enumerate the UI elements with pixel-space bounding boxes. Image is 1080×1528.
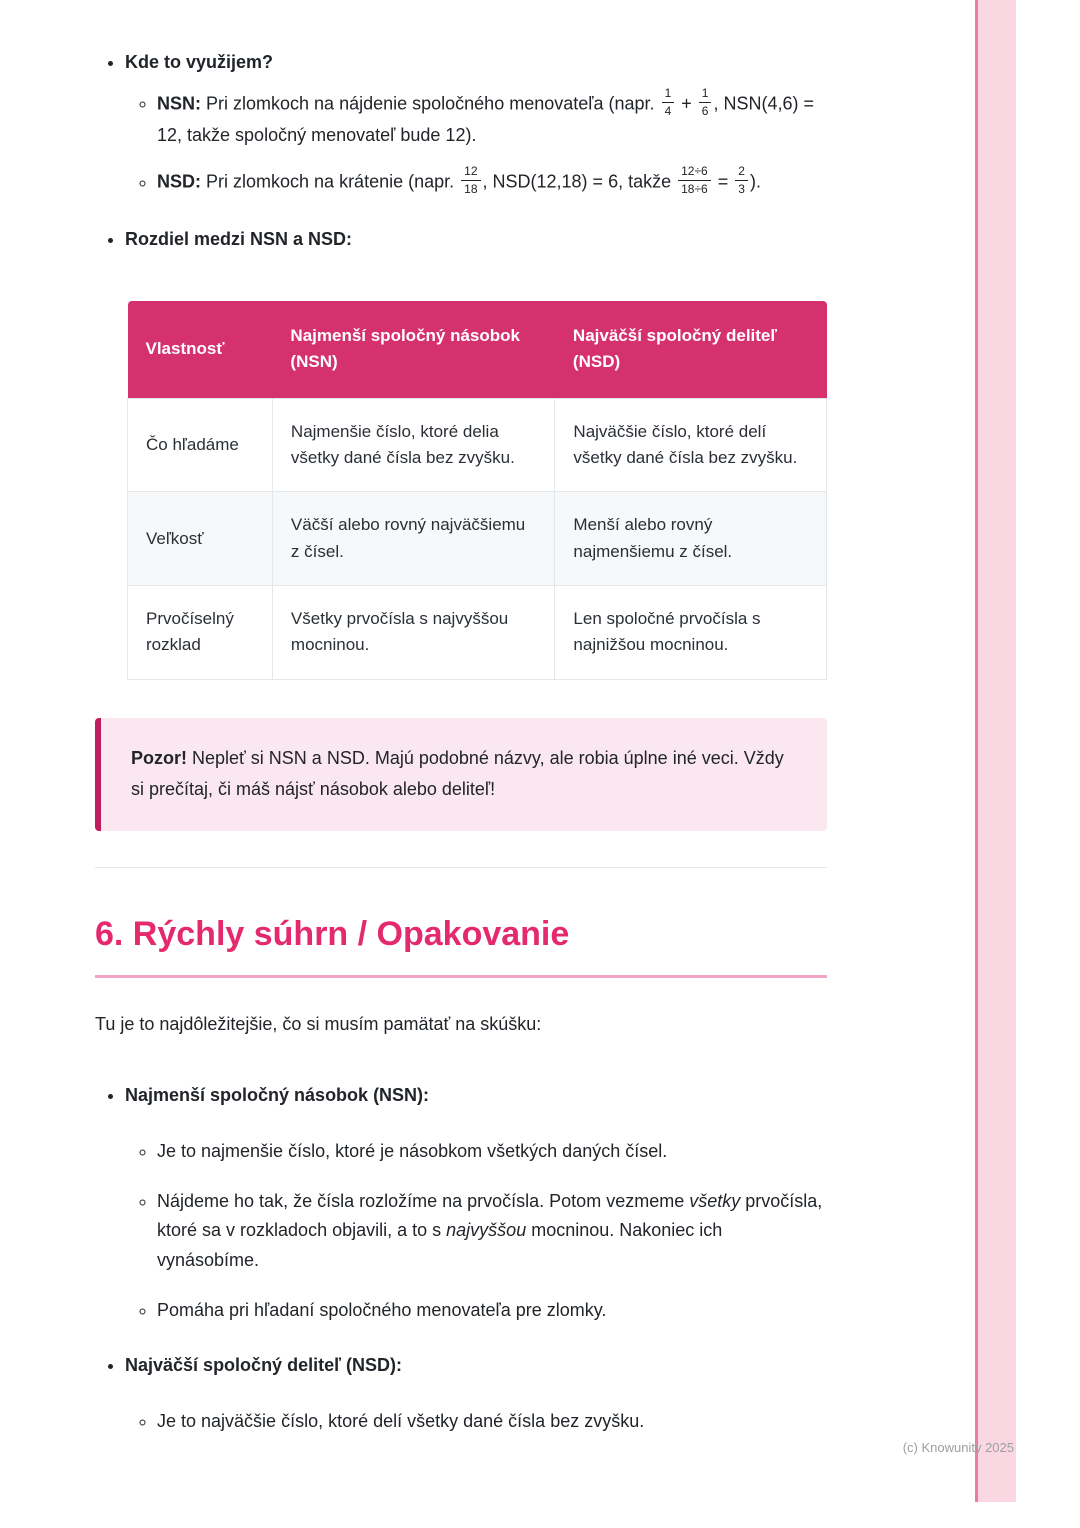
summary-nsn-item: Pomáha pri hľadaní spoločného menovateľa pre zlomky. bbox=[157, 1299, 607, 1320]
fraction-numerator: 1 bbox=[699, 86, 712, 103]
fraction-denominator: 4 bbox=[664, 103, 672, 118]
table-cell-property: Čo hľadáme bbox=[128, 398, 273, 492]
table-header-property: Vlastnosť bbox=[128, 301, 273, 398]
table-cell-property: Veľkosť bbox=[128, 492, 273, 586]
table-cell-nsd: Len spoločné prvočísla s najnižšou mocninou. bbox=[555, 586, 827, 680]
nsn-usage-text: Pri zlomkoch na nájdenie spoločného menovateľa (napr. bbox=[206, 92, 655, 113]
usage-sublist bbox=[125, 85, 827, 200]
table-row bbox=[128, 586, 827, 680]
copyright-notice: (c) Knowunity 2025 bbox=[902, 1440, 1014, 1455]
list-item-comparison bbox=[125, 225, 827, 255]
summary-intro: Tu je to najdôležitejšie, čo si musím pamätať na skúšku: bbox=[95, 1013, 542, 1034]
fraction-denominator: 3 bbox=[738, 182, 745, 197]
list-item bbox=[157, 1407, 827, 1437]
list-item-nsn-usage bbox=[157, 85, 827, 151]
table-header-nsd: Najväčší spoločný deliteľ (NSD) bbox=[555, 301, 827, 398]
section-divider bbox=[95, 867, 827, 868]
fraction-numerator: 1 bbox=[662, 86, 675, 103]
comparison-title: Rozdiel medzi NSN a NSD: bbox=[125, 229, 353, 250]
nsd-usage-text: Pri zlomkoch na krátenie (napr. bbox=[206, 171, 455, 192]
table-header-nsn: Najmenší spoločný násobok (NSN) bbox=[272, 301, 555, 398]
fraction-numerator: 2 bbox=[735, 164, 748, 181]
fraction-two-thirds bbox=[735, 164, 748, 197]
table-row bbox=[128, 492, 827, 586]
page-edge-stripe bbox=[975, 0, 1016, 1502]
table-cell-nsn: Všetky prvočísla s najvyššou mocninou. bbox=[272, 586, 555, 680]
comparison-table bbox=[127, 301, 827, 680]
table-row bbox=[128, 398, 827, 492]
list-item-usage bbox=[125, 48, 827, 199]
top-bullet-list bbox=[95, 48, 827, 255]
fraction-one-fourth bbox=[662, 86, 675, 119]
callout-text: Nepleť si NSN a NSD. Majú podobné názvy, ale robia úplne iné veci. Vždy si prečítaj, či máš nájsť násobok alebo deliteľ! bbox=[131, 747, 784, 800]
summary-nsn-item-part: prvočísla, ktoré sa v rozkladoch objavili, a to s bbox=[157, 1190, 823, 1241]
table-header-row bbox=[128, 301, 827, 398]
callout-label: Pozor! bbox=[131, 747, 187, 768]
summary-nsn-sublist bbox=[125, 1137, 827, 1325]
fraction-one-sixth bbox=[699, 86, 712, 119]
summary-nsd-item: Je to najväčšie číslo, ktoré delí všetky dané čísla bez zvyšku. bbox=[157, 1411, 645, 1432]
nsn-usage-text-end: , NSN(4,6) = 12, takže spoločný menovateľ bude 12). bbox=[157, 92, 815, 145]
summary-bullet-list bbox=[95, 1081, 827, 1437]
fraction-numerator: 12 bbox=[461, 164, 480, 181]
summary-nsd-sublist bbox=[125, 1407, 827, 1437]
fraction-denominator: 18÷6 bbox=[681, 182, 708, 197]
table-cell-nsn: Väčší alebo rovný najväčšiemu z čísel. bbox=[272, 492, 555, 586]
document-content bbox=[95, 48, 827, 1463]
summary-nsn-item-italic: všetky bbox=[689, 1190, 741, 1211]
summary-nsd-title: Najväčší spoločný deliteľ (NSD): bbox=[125, 1355, 403, 1376]
usage-title: Kde to využijem? bbox=[125, 52, 274, 72]
nsd-usage-text-mid: , NSD(12,18) = 6, takže bbox=[482, 171, 672, 192]
table-cell-nsd: Najväčšie číslo, ktoré delí všetky dané čísla bez zvyšku. bbox=[555, 398, 827, 492]
list-item-summary-nsn bbox=[125, 1081, 827, 1325]
nsn-label: NSN: bbox=[157, 92, 201, 113]
nsd-label: NSD: bbox=[157, 171, 201, 192]
fraction-denominator: 6 bbox=[701, 103, 709, 118]
summary-nsn-item-part: mocninou. Nakoniec ich vynásobíme. bbox=[157, 1220, 723, 1271]
fraction-twelve-eighteenths bbox=[461, 164, 480, 197]
equals-sign: = bbox=[717, 171, 729, 192]
table-cell-nsd: Menší alebo rovný najmenšiemu z čísel. bbox=[555, 492, 827, 586]
fraction-denominator: 18 bbox=[464, 182, 478, 197]
fraction-numerator: 12÷6 bbox=[678, 164, 711, 181]
list-item-summary-nsd bbox=[125, 1351, 827, 1436]
list-item bbox=[157, 1296, 827, 1326]
summary-nsn-item-italic: najvyššou bbox=[446, 1220, 527, 1241]
fraction-reduction bbox=[678, 164, 711, 197]
nsd-usage-text-end: ). bbox=[749, 171, 761, 192]
summary-nsn-item-part: Nájdeme ho tak, že čísla rozložíme na prvočísla. Potom vezmeme bbox=[157, 1190, 685, 1211]
list-item bbox=[157, 1187, 827, 1276]
comparison-table-wrapper bbox=[127, 301, 827, 680]
list-item bbox=[157, 1137, 827, 1167]
warning-callout bbox=[95, 718, 827, 831]
plus-sign: + bbox=[681, 92, 692, 113]
summary-nsn-item: Je to najmenšie číslo, ktoré je násobkom všetkých daných čísel. bbox=[157, 1140, 668, 1161]
summary-nsn-title: Najmenší spoločný násobok (NSN): bbox=[125, 1085, 430, 1106]
section-heading: 6. Rýchly súhrn / Opakovanie bbox=[95, 914, 827, 978]
list-item-nsd-usage bbox=[157, 166, 827, 199]
table-cell-nsn: Najmenšie číslo, ktoré delia všetky dané čísla bez zvyšku. bbox=[272, 398, 555, 492]
table-cell-property: Prvočíselný rozklad bbox=[128, 586, 273, 680]
